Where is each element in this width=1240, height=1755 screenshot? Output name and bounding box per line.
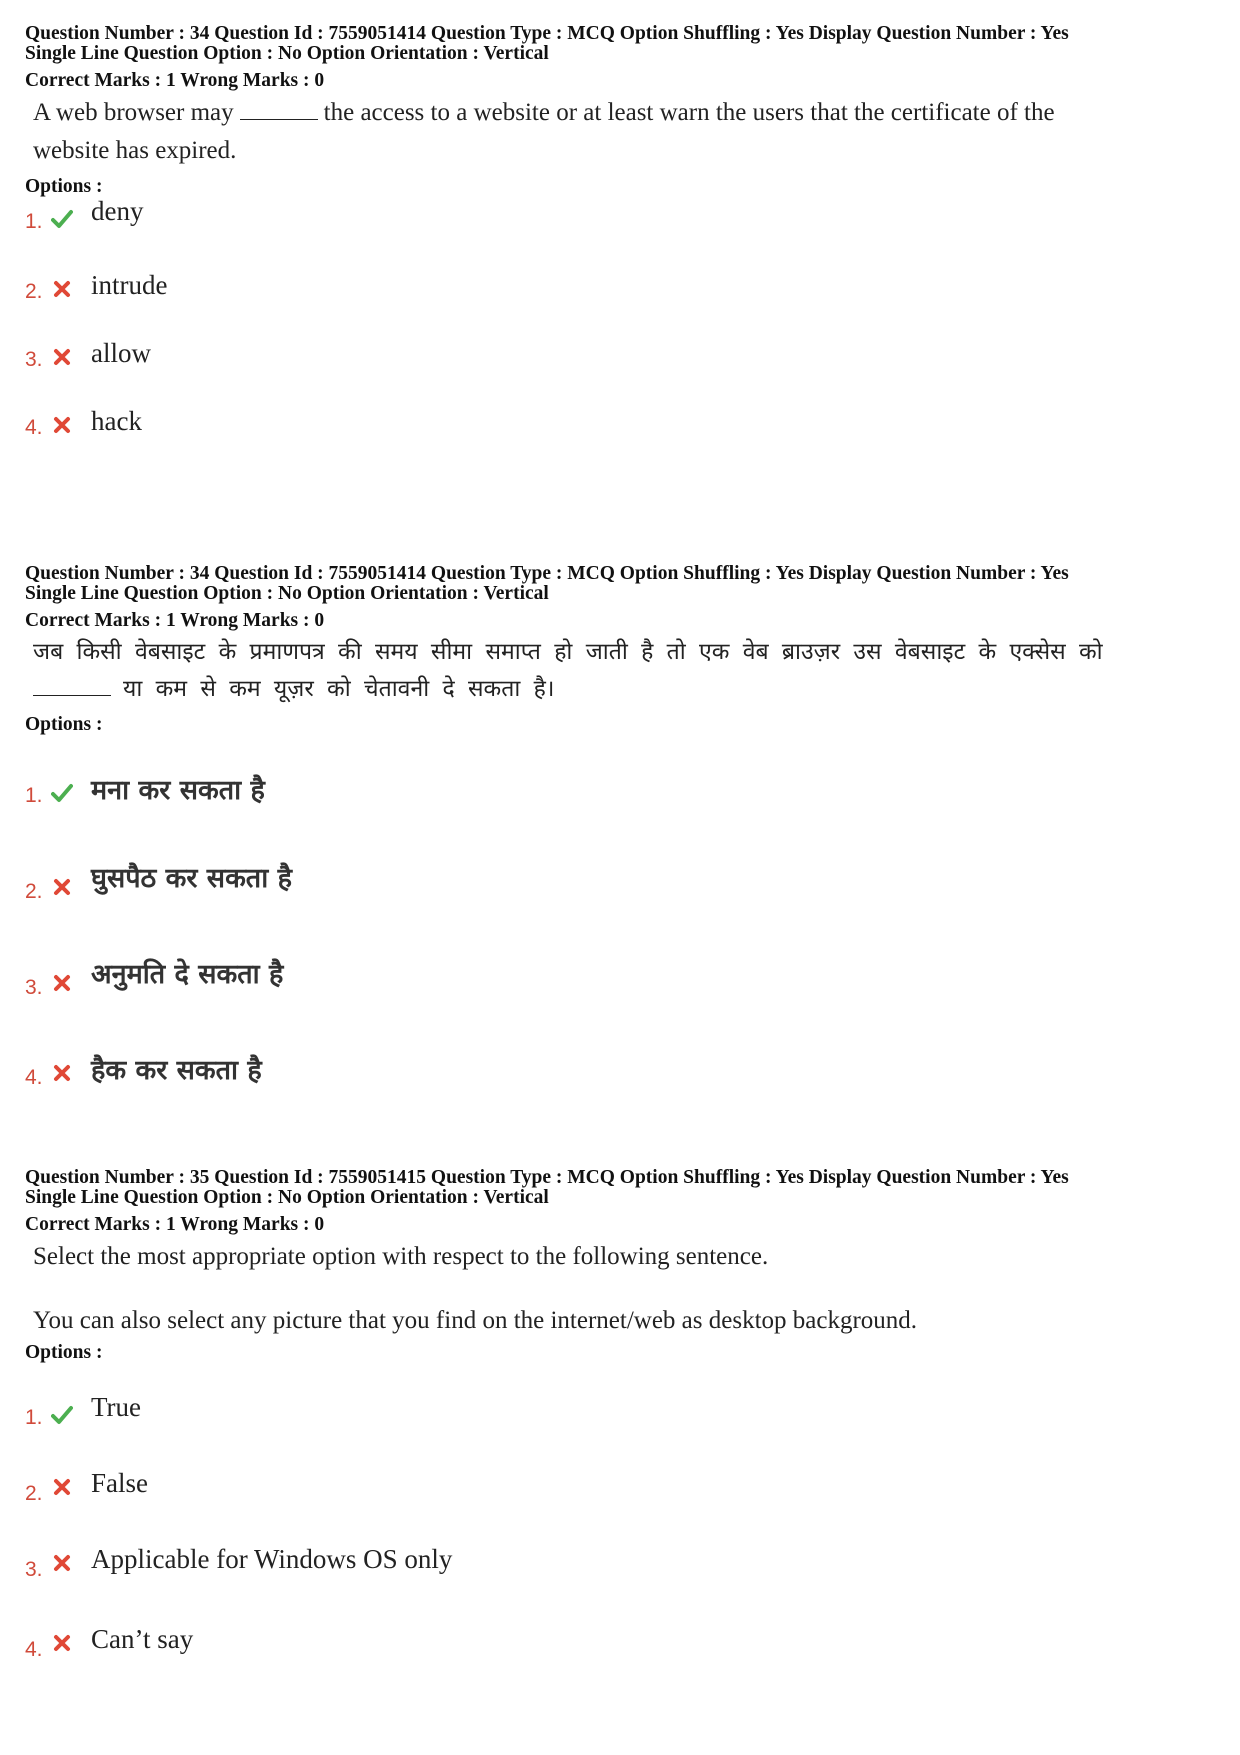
question-meta-line: Single Line Question Option : No Option Orientation : Vertical <box>25 583 549 604</box>
cross-icon <box>51 346 73 368</box>
option-number: 3. <box>25 1558 43 1581</box>
question-block <box>25 1168 1225 1364</box>
question-text <box>25 634 1223 708</box>
question-meta-line: Single Line Question Option : No Option Orientation : Vertical <box>25 1187 549 1208</box>
marks-line: Correct Marks : 1 Wrong Marks : 0 <box>25 70 325 91</box>
options-label: Options : <box>25 1342 103 1363</box>
question-text-line <box>33 671 1223 708</box>
marks-line: Correct Marks : 1 Wrong Marks : 0 <box>25 610 325 631</box>
option-number: 3. <box>25 348 43 371</box>
question-block <box>25 564 1225 736</box>
option-number: 1. <box>25 1406 43 1429</box>
check-icon <box>51 208 73 230</box>
cross-icon <box>51 1632 73 1654</box>
option-text: intrude <box>91 270 168 300</box>
question-text-part: या कम से कम यूज़र को चेतावनी दे सकता है। <box>123 676 555 702</box>
option-text: Applicable for Windows OS only <box>91 1544 453 1574</box>
question-text-part: the access to a website or at least warn the users that the certificate of the website has expired. <box>33 99 1055 164</box>
cross-icon <box>51 278 73 300</box>
question-meta-line: Question Number : 34 Question Id : 7559051414 Question Type : MCQ Option Shuffling : Yes Display Question Number : Yes <box>25 23 1069 44</box>
marks-line: Correct Marks : 1 Wrong Marks : 0 <box>25 1214 325 1235</box>
question-text <box>25 94 1093 170</box>
cross-icon <box>51 972 73 994</box>
option-text: मना कर सकता है <box>91 775 265 806</box>
question-text-part: A web browser may <box>33 99 234 126</box>
cross-icon <box>51 1552 73 1574</box>
option-text: hack <box>91 406 142 436</box>
cross-icon <box>51 1062 73 1084</box>
option-text: घुसपैठ कर सकता है <box>91 863 292 894</box>
question-text-line: Select the most appropriate option with respect to the following sentence. <box>33 1243 769 1270</box>
cross-icon <box>51 414 73 436</box>
option-number: 1. <box>25 210 43 233</box>
question-meta-line: Question Number : 34 Question Id : 7559051414 Question Type : MCQ Option Shuffling : Yes Display Question Number : Yes <box>25 563 1069 584</box>
option-number: 1. <box>25 784 43 807</box>
question-meta-line: Single Line Question Option : No Option Orientation : Vertical <box>25 43 549 64</box>
question-meta-line: Question Number : 35 Question Id : 7559051415 Question Type : MCQ Option Shuffling : Yes Display Question Number : Yes <box>25 1167 1069 1188</box>
question-text-line: You can also select any picture that you find on the internet/web as desktop background. <box>33 1307 918 1334</box>
option-number: 4. <box>25 1066 43 1089</box>
question-text-line: जब किसी वेबसाइट के प्रमाणपत्र की समय सीमा समाप्त हो जाती है तो एक वेब ब्राउज़र उस वेबसाइट के एक्सेस को <box>33 639 1103 665</box>
option-text: deny <box>91 196 144 226</box>
answer-blank <box>240 99 318 120</box>
cross-icon <box>51 876 73 898</box>
option-number: 3. <box>25 976 43 999</box>
option-text: False <box>91 1468 148 1498</box>
option-text: True <box>91 1392 142 1422</box>
option-number: 2. <box>25 880 43 903</box>
check-icon <box>51 1404 73 1426</box>
option-text: allow <box>91 338 151 368</box>
option-number: 2. <box>25 1482 43 1505</box>
answer-blank <box>33 675 111 696</box>
question-text <box>25 1238 1225 1340</box>
cross-icon <box>51 1476 73 1498</box>
option-number: 4. <box>25 416 43 439</box>
option-text: Can’t say <box>91 1624 194 1654</box>
options-label: Options : <box>25 176 103 197</box>
check-icon <box>51 782 73 804</box>
option-number: 4. <box>25 1638 43 1661</box>
option-text: अनुमति दे सकता है <box>91 959 284 990</box>
options-label: Options : <box>25 714 103 735</box>
option-text: हैक कर सकता है <box>91 1055 262 1086</box>
question-block <box>25 24 1225 198</box>
option-number: 2. <box>25 280 43 303</box>
